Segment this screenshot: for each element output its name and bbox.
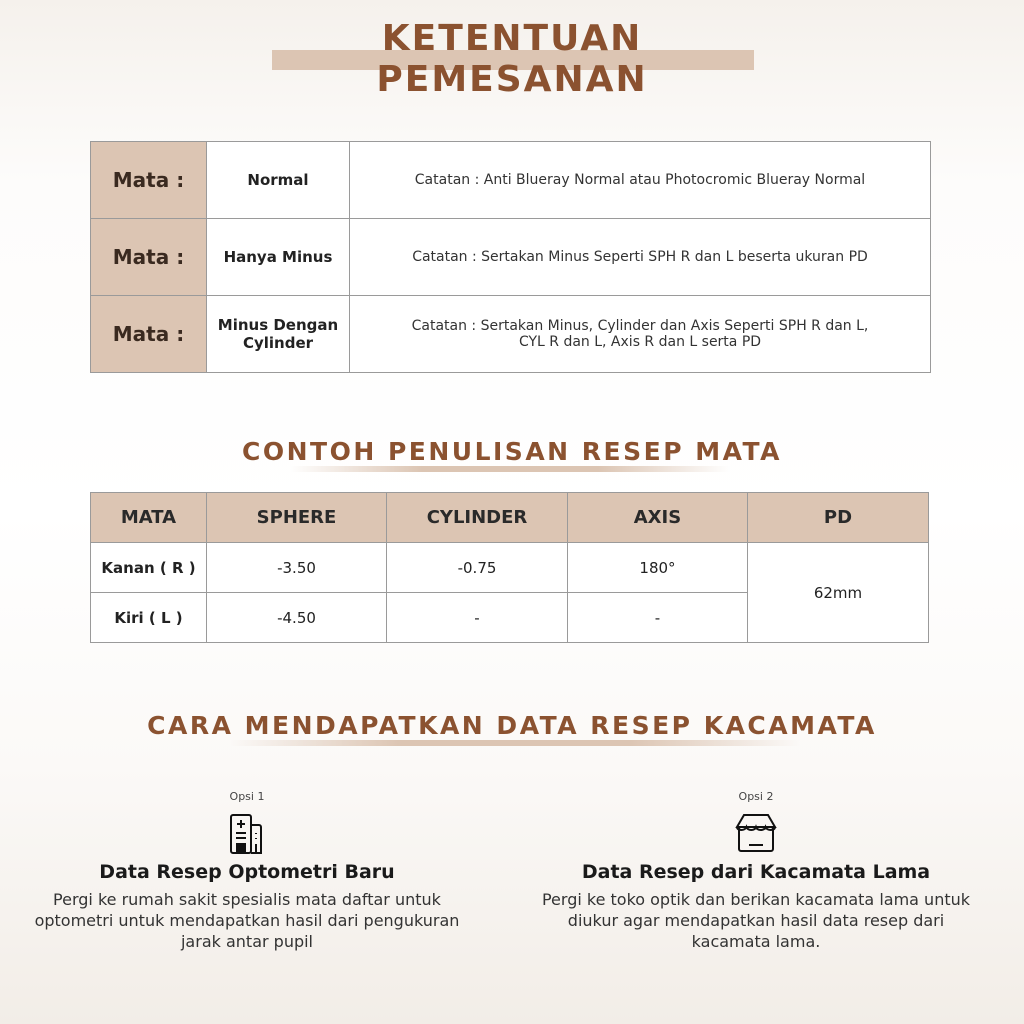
pd-cell: 62mm [748, 543, 929, 643]
table-header [91, 493, 929, 543]
how-heading: CARA MENDAPATKAN DATA RESEP KACAMATA [147, 711, 877, 740]
cell: -4.50 [207, 593, 387, 643]
header-cell: AXIS [568, 493, 748, 543]
rule-note: Catatan : Anti Blueray Normal atau Photocromic Blueray Normal [350, 142, 931, 219]
rule-key: Mata : [91, 219, 207, 296]
cell: - [387, 593, 568, 643]
rule-note: Catatan : Sertakan Minus, Cylinder dan Axis Seperti SPH R dan L, CYL R dan L, Axis R dan L serta PD [350, 296, 931, 373]
cell: Kiri ( L ) [91, 593, 207, 643]
heading-underline [290, 466, 730, 472]
store-icon [734, 811, 778, 855]
cell: -0.75 [387, 543, 568, 593]
table-row [91, 142, 931, 219]
option-description: Pergi ke rumah sakit spesialis mata daftar untuk optometri untuk mendapatkan hasil dari pengukuran jarak antar pupil [34, 890, 460, 951]
rule-key: Mata : [91, 296, 207, 373]
rule-value: Hanya Minus [207, 219, 350, 296]
heading-underline [230, 740, 800, 746]
example-heading: CONTOH PENULISAN RESEP MATA [242, 437, 782, 466]
rules-table [90, 141, 931, 373]
hospital-icon [225, 811, 269, 855]
rule-key: Mata : [91, 142, 207, 219]
cell: Kanan ( R ) [91, 543, 207, 593]
cell: -3.50 [207, 543, 387, 593]
option-label: Opsi 1 [229, 790, 265, 803]
rule-value: Normal [207, 142, 350, 219]
option-title: Data Resep dari Kacamata Lama [581, 861, 931, 883]
option-title: Data Resep Optometri Baru [99, 861, 395, 883]
header-cell: SPHERE [207, 493, 387, 543]
option-2 [536, 790, 976, 952]
header-cell: CYLINDER [387, 493, 568, 543]
cell: 180° [568, 543, 748, 593]
header-cell: MATA [91, 493, 207, 543]
table-row [91, 296, 931, 373]
option-label: Opsi 2 [738, 790, 774, 803]
cell: - [568, 593, 748, 643]
page-title: KETENTUAN PEMESANAN [270, 18, 754, 64]
option-1 [27, 790, 467, 952]
rule-value: Minus Dengan Cylinder [207, 296, 350, 373]
prescription-table [90, 492, 929, 643]
table-row [91, 219, 931, 296]
rule-note: Catatan : Sertakan Minus Seperti SPH R dan L beserta ukuran PD [350, 219, 931, 296]
option-description: Pergi ke toko optik dan berikan kacamata lama untuk diukur agar mendapatkan hasil data resep dari kacamata lama. [541, 890, 971, 951]
header-cell: PD [748, 493, 929, 543]
table-row [91, 543, 929, 593]
